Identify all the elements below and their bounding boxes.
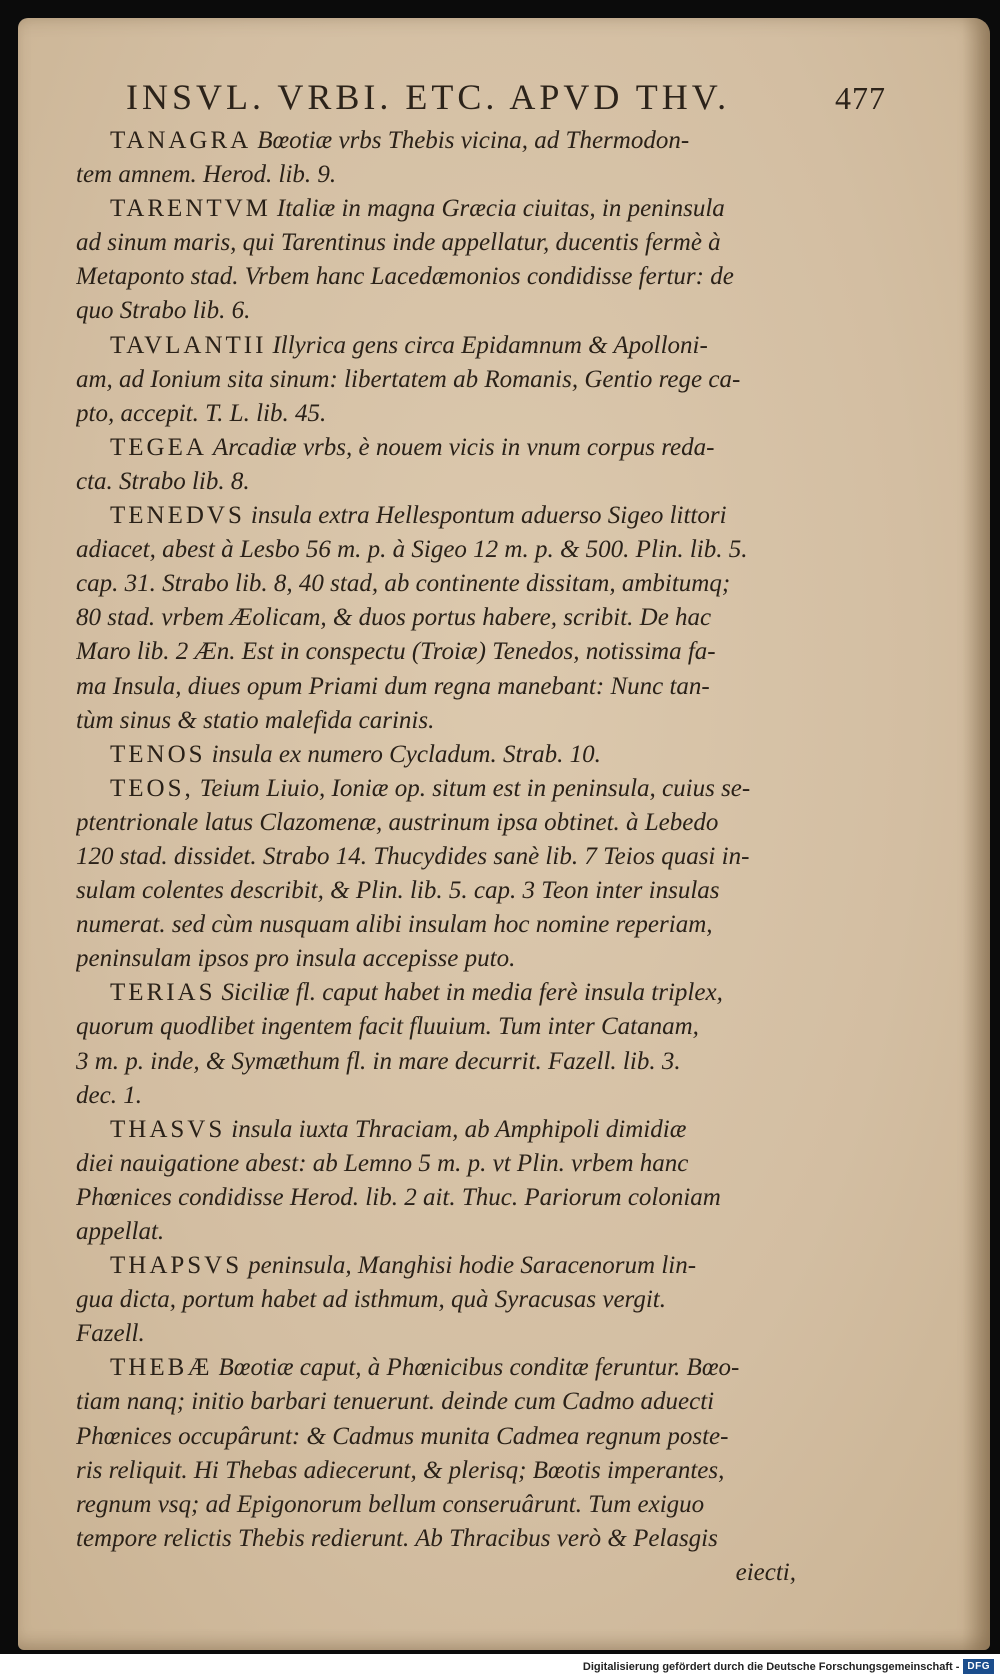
text-line xyxy=(76,1420,796,1454)
line-text: Siciliæ fl. caput habet in media ferè insula triplex, xyxy=(221,979,723,1007)
headword: TEOS, xyxy=(110,774,194,802)
line-text: peninsula, Manghisi hodie Saracenorum lin- xyxy=(248,1252,697,1280)
text-line xyxy=(76,1079,796,1113)
text-line xyxy=(76,1113,796,1147)
line-text: Phœnices condidisse Herod. lib. 2 ait. Thuc. Pariorum coloniam xyxy=(76,1183,721,1211)
line-text: 120 stad. dissidet. Strabo 14. Thucydides sanè lib. 7 Teios quasi in- xyxy=(76,842,750,870)
text-line xyxy=(76,908,796,942)
text-line xyxy=(76,1351,796,1385)
line-text: tempore relictis Thebis redierunt. Ab Thracibus verò & Pelasgis xyxy=(76,1524,718,1552)
line-text: appellat. xyxy=(76,1218,165,1245)
line-text: Bœotiæ caput, à Phœnicibus conditæ feruntur. Bœo- xyxy=(218,1354,740,1382)
text-line xyxy=(76,124,796,158)
text-line xyxy=(76,1010,796,1044)
text-line xyxy=(76,874,796,908)
headword: TAVLANTII xyxy=(110,331,267,359)
line-text: ad sinum maris, qui Tarentinus inde appellatur, ducentis fermè à xyxy=(76,229,721,257)
headword: TEGEA xyxy=(110,433,207,461)
text-line xyxy=(76,704,796,738)
text-line xyxy=(76,226,796,260)
text-line xyxy=(76,806,796,840)
text-line xyxy=(76,329,796,363)
line-text: pto, accepit. T. L. lib. 45. xyxy=(76,399,327,427)
text-line xyxy=(76,465,796,499)
line-text: insula extra Hellespontum aduerso Sigeo littori xyxy=(250,502,727,530)
text-line xyxy=(76,1317,796,1351)
headword: THEBÆ xyxy=(110,1354,213,1382)
text-line xyxy=(76,635,796,669)
line-text: 80 stad. vrbem Æolicam, & duos portus habere, scribit. De hac xyxy=(76,604,712,632)
line-text: Teium Liuio, Ioniæ op. situm est in peninsula, cuius se- xyxy=(199,774,751,802)
text-line xyxy=(76,738,796,772)
line-text: adiacet, abest à Lesbo 56 m. p. à Sigeo 12 m. p. & 500. Plin. lib. 5. xyxy=(76,536,748,564)
line-text: insula ex numero Cycladum. Strab. 10. xyxy=(211,740,601,768)
line-text: diei nauigatione abest: ab Lemno 5 m. p. vt Plin. vrbem hanc xyxy=(76,1149,689,1177)
text-line xyxy=(76,670,796,704)
line-text: cap. 31. Strabo lib. 8, 40 stad, ab continente dissitam, ambitumq; xyxy=(76,570,731,598)
text-line xyxy=(76,942,796,976)
text-line xyxy=(76,567,796,601)
line-text: Illyrica gens circa Epidamnum & Apolloni- xyxy=(272,331,708,359)
text-line xyxy=(76,840,796,874)
line-text: Arcadiæ vrbs, è nouem vicis in vnum corpus reda- xyxy=(212,433,715,461)
text-line xyxy=(76,1215,796,1249)
text-line xyxy=(76,1385,796,1419)
headword: TARENTVM xyxy=(110,195,271,223)
text-line xyxy=(76,533,796,567)
line-text: Metaponto stad. Vrbem hanc Lacedæmonios condidisse fertur: de xyxy=(76,263,734,291)
text-line xyxy=(76,1522,796,1556)
line-text: dec. 1. xyxy=(76,1081,142,1109)
page-number: 477 xyxy=(835,80,886,116)
line-text: am, ad Ionium sita sinum: libertatem ab Romanis, Gentio rege ca- xyxy=(76,365,741,393)
headword: TERIAS xyxy=(110,979,216,1007)
headword: THAPSVS xyxy=(110,1252,243,1280)
text-line xyxy=(76,976,796,1010)
text-line xyxy=(76,1181,796,1215)
text-line xyxy=(76,772,796,806)
footer-credit: Digitalisierung gefördert durch die Deutsche Forschungsgemeinschaft - xyxy=(582,1660,960,1673)
line-text: Maro lib. 2 Æn. Est in conspectu (Troiæ) Tenedos, notissima fa- xyxy=(76,638,716,666)
text-line xyxy=(76,1249,796,1283)
running-title: INSVL. VRBI. ETC. APVD THV. xyxy=(126,77,731,117)
text-line xyxy=(76,1488,796,1522)
text-line xyxy=(76,363,796,397)
text-line xyxy=(76,1454,796,1488)
line-text: 3 m. p. inde, & Symæthum fl. in mare decurrit. Fazell. lib. 3. xyxy=(76,1047,681,1075)
line-text: sulam colentes describit, & Plin. lib. 5. cap. 3 Teon inter insulas xyxy=(76,877,720,905)
text-line xyxy=(76,499,796,533)
line-text: Phœnices occupârunt: & Cadmus munita Cadmea regnum poste- xyxy=(76,1422,729,1450)
text-line xyxy=(76,601,796,635)
headword: TENEDVS xyxy=(110,502,245,530)
text-line xyxy=(76,397,796,431)
line-text: gua dicta, portum habet ad isthmum, quà Syracusas vergit. xyxy=(76,1286,667,1314)
book-page xyxy=(18,18,990,1650)
line-text: insula iuxta Thraciam, ab Amphipoli dimidiæ xyxy=(231,1115,687,1143)
text-block xyxy=(76,124,796,1590)
headword: TENOS xyxy=(110,740,206,768)
line-text: tiam nanq; initio barbari tenuerunt. deinde cum Cadmo aduecti xyxy=(76,1388,715,1416)
line-text: regnum vsq; ad Epigonorum bellum conseruârunt. Tum exiguo xyxy=(76,1490,705,1518)
text-line xyxy=(76,260,796,294)
page-header xyxy=(126,76,886,118)
line-text: Italiæ in magna Græcia ciuitas, in peninsula xyxy=(276,195,725,223)
text-line xyxy=(76,1147,796,1181)
text-line xyxy=(76,431,796,465)
line-text: tem amnem. Herod. lib. 9. xyxy=(76,161,337,189)
page-edge-shadow xyxy=(962,18,990,1650)
line-text: Fazell. xyxy=(76,1320,145,1348)
text-line xyxy=(76,1283,796,1317)
footer-bar xyxy=(0,1654,1000,1679)
line-text: Bœotiæ vrbs Thebis vicina, ad Thermodon- xyxy=(257,127,690,154)
headword: TANAGRA xyxy=(110,127,252,154)
text-line xyxy=(76,192,796,226)
line-text: ris reliquit. Hi Thebas adiecerunt, & plerisq; Bœotis imperantes, xyxy=(76,1456,725,1484)
line-text: ptentrionale latus Clazomenæ, austrinum ipsa obtinet. à Lebedo xyxy=(76,808,719,836)
headword: THASVS xyxy=(110,1115,226,1143)
line-text: ma Insula, diues opum Priami dum regna manebant: Nunc tan- xyxy=(76,672,710,700)
catchword: eiecti, xyxy=(735,1558,796,1586)
dfg-logo: DFG xyxy=(963,1659,994,1674)
line-text: cta. Strabo lib. 8. xyxy=(76,467,250,495)
line-text: numerat. sed cùm nusquam alibi insulam hoc nomine reperiam, xyxy=(76,911,713,939)
line-text: peninsulam ipsos pro insula accepisse puto. xyxy=(76,945,516,973)
text-line xyxy=(76,158,796,192)
text-line xyxy=(76,294,796,328)
line-text: quo Strabo lib. 6. xyxy=(76,297,251,325)
text-line xyxy=(76,1045,796,1079)
line-text: quorum quodlibet ingentem facit fluuium. Tum inter Catanam, xyxy=(76,1013,699,1041)
line-text: tùm sinus & statio malefida carinis. xyxy=(76,706,435,734)
